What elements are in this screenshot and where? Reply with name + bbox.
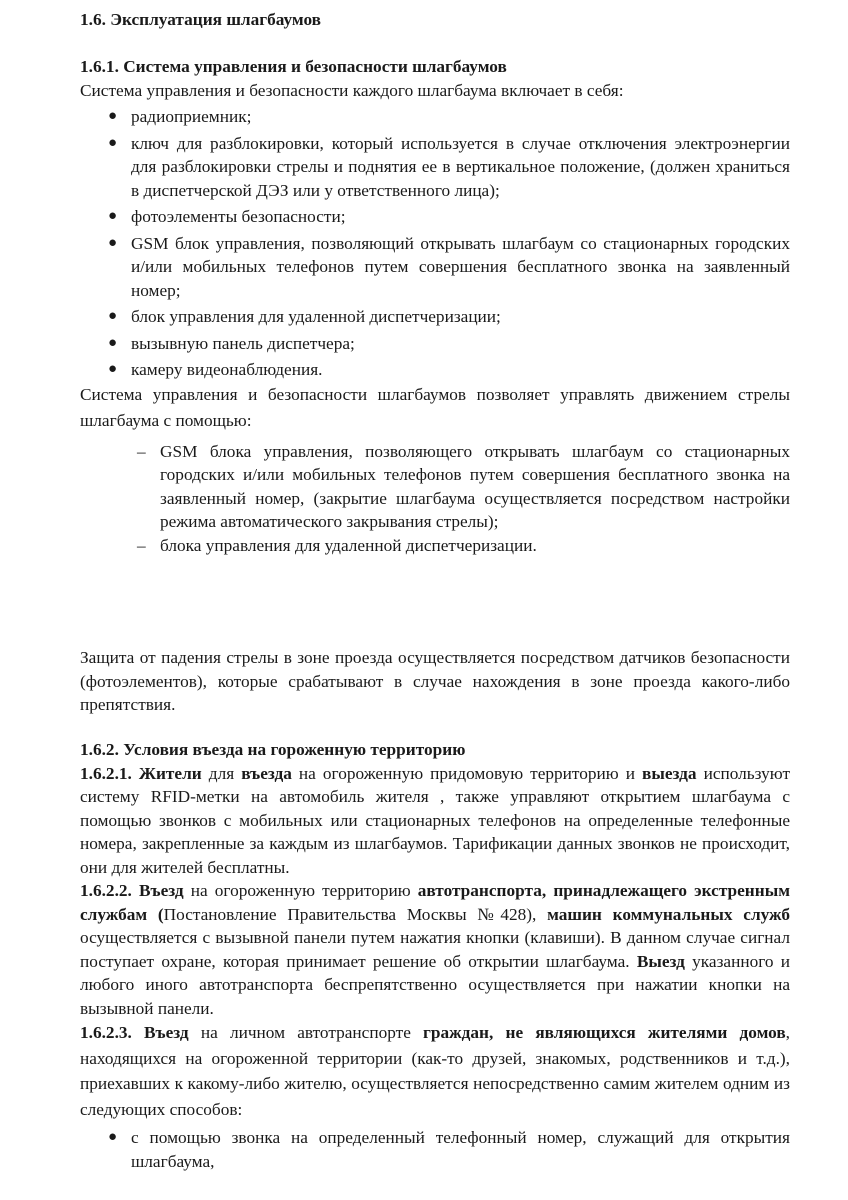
section-heading-1-6: 1.6. Эксплуатация шлагбаумов: [80, 10, 322, 29]
paragraph-1-6-2-1: 1.6.2.1. Жители для въезда на огороженную придомовую территорию и выезда используют систему RFID-метки на автомобиль жителя , также управляют открытием шлагбаума с помощью звонков с мобильных или стационарных телефонов на определенные телефонные номера, закрепленные за каждым из шлагбаумов. Тарификации данных звонков не происходит, они для жителей бесплатны.: [80, 763, 790, 877]
list-item: ● вызывную панель диспетчера;: [80, 332, 790, 356]
bullet-icon: ●: [108, 1129, 118, 1145]
section-1-6-2: [80, 738, 790, 1173]
list-item: ● камеру видеонаблюдения.: [80, 358, 790, 382]
paragraph-1-6-2-3: 1.6.2.3. Въезд на личном автотранспорте граждан, не являющихся жителями домов, находящихся на огороженной территории (как-то друзей, знакомых, родственников и т.д.), приехавших к какому-либо жителю, осуществляется непосредственно самим жителем одним из следующих способов:: [80, 1023, 790, 1119]
control-intro: Система управления и безопасности шлагбаумов позволяет управлять движением стрелы шлагбаума с помощью:: [80, 384, 790, 430]
bullet-icon: ●: [108, 108, 118, 124]
paragraph-1-6-2-2: 1.6.2.2. Въезд на огороженную территорию автотранспорта, принадлежащего экстренным службам (Постановление Правительства Москвы №428), машин коммунальных служб осуществляется с вызывной панели путем нажатия кнопки (клавиши). В данном случае сигнал поступает охране, которая принимает решение об открытии шлагбаума. Выезд указанного и любого иного автотранспорта беспрепятственно осуществляется при нажатии кнопки на вызывной панели.: [80, 881, 790, 1018]
system-components-list: [80, 105, 790, 382]
dash-icon: –: [137, 441, 146, 461]
section-1-6-1-protection: [80, 646, 790, 717]
bullet-icon: ●: [108, 208, 118, 224]
protection-paragraph: Защита от падения стрелы в зоне проезда осуществляется посредством датчиков безопасности (фотоэлементов), которые срабатывают в случае нахождения в зоне проезда какого-либо препятствия.: [80, 648, 790, 714]
dash-icon: –: [137, 535, 146, 555]
list-item: ● фотоэлементы безопасности;: [80, 205, 790, 229]
bullet-icon: ●: [108, 234, 118, 251]
section-heading-1-6-1: 1.6.1. Система управления и безопасности шлагбаумов: [80, 57, 507, 76]
bullet-icon: ●: [108, 361, 118, 377]
list-item: – блока управления для удаленной диспетчеризации.: [80, 534, 790, 558]
list-item: ● блок управления для удаленной диспетчеризации;: [80, 305, 790, 329]
bullet-icon: ●: [108, 334, 118, 351]
control-methods-list: [80, 440, 790, 558]
system-intro: Система управления и безопасности каждого шлагбаума включает в себя:: [80, 80, 624, 100]
bullet-icon: ●: [108, 308, 118, 324]
list-item: – GSM блока управления, позволяющего открывать шлагбаум со стационарных городских и/или мобильных телефонов путем совершения бесплатного звонка на заявленный номер, (закрытие шлагбаума осуществляется посредством настройки режима автоматического закрывания стрелы);: [137, 441, 790, 531]
section-1-6-1: [80, 55, 790, 557]
list-item: ● ключ для разблокировки, который используется в случае отключения электроэнергии для разблокировки стрелы и поднятия ее в вертикальное положение, (должен храниться в диспетчерской ДЭЗ или у ответственного лица);: [108, 133, 790, 200]
bullet-icon: ●: [108, 134, 118, 151]
list-item: ● GSM блок управления, позволяющий открывать шлагбаум со стационарных городских и/или мобильных телефонов путем совершения бесплатного звонка на заявленный номер;: [108, 233, 790, 300]
entry-ways-list: [80, 1126, 790, 1173]
list-item: ● радиоприемник;: [80, 105, 790, 129]
section-heading-1-6-2: 1.6.2. Условия въезда на гороженную территорию: [80, 740, 466, 759]
list-item: ● с помощью звонка на определенный телефонный номер, служащий для открытия шлагбаума,: [108, 1128, 790, 1171]
